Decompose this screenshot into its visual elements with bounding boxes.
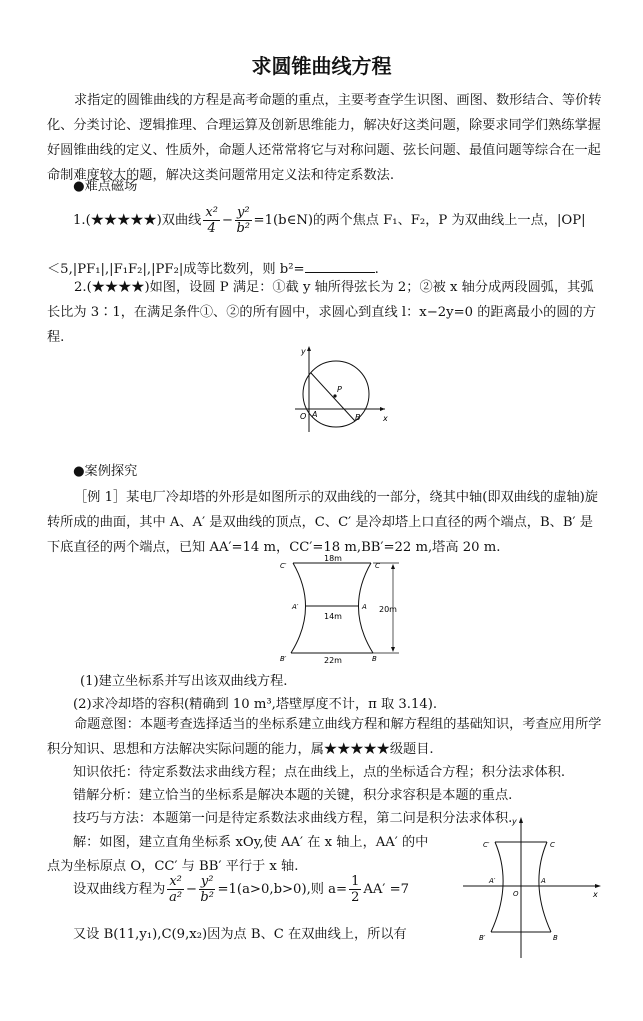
right-hyperbola-branch	[539, 842, 551, 932]
solution-3-prefix: 设双曲线方程为	[73, 882, 166, 897]
problem-1-suffix: =1(b∈N)的两个焦点 F₁、F₂，P 为双曲线上一点，|OP|	[253, 213, 586, 228]
method-line: 技巧与方法：本题第一问是待定系数法求曲线方程，第二问是积分法求体积.	[73, 811, 513, 826]
y-axis-arrow	[519, 817, 523, 823]
point-a-label: A	[362, 603, 367, 611]
example-1: ［例 1］某电厂冷却塔的外形是如图所示的双曲线的一部分，绕其中轴(即双曲线的虚轴)旋转所成的曲面，其中 A、A′ 是双曲线的顶点，C、C′ 是冷却塔上口直径的两个端点，B、B′ 是下底直径的两个端点，已知 AA′=14 m，CC′=18 m,BB′=22 m,塔高 20 m.	[47, 490, 598, 555]
fraction-denominator: a²	[169, 890, 183, 905]
solution-3-suffix: AA′ =7	[363, 882, 410, 897]
section-heading-difficulty: ●难点磁场	[73, 179, 138, 194]
problem-1-prefix: 1.(★★★★★)双曲线	[73, 213, 202, 228]
point-c-label: C	[550, 841, 555, 849]
problem-2: 2.(★★★★)如图，设圆 P 满足：①截 y 轴所得弦长为 2；②被 x 轴分成两段圆弧，其弧长比为 3∶1，在满足条件①、②的所有圆中，求圆心到直线 l：x−2y=0 的距离最小的圆的方程.	[47, 280, 596, 345]
fraction-y2-over-b2	[199, 874, 216, 905]
problem-1-line-1	[73, 205, 586, 236]
bottom-diameter-label: 22m	[324, 656, 342, 665]
height-arrow-down	[391, 647, 395, 652]
solution-line-1: 解：如图，建立直角坐标系 xOy,使 AA′ 在 x 轴上，AA′ 的中	[73, 835, 429, 850]
center-point	[333, 394, 336, 397]
point-b-label: B	[553, 934, 558, 942]
fraction-denominator: b²	[236, 221, 251, 236]
question-1: (1)建立坐标系并写出该双曲线方程.	[80, 674, 288, 689]
problem-1-line-2: ＜5,|PF₁|,|F₁F₂|,|PF₂|成等比数列，则 b²= .	[47, 262, 379, 277]
fraction-denominator: b²	[200, 890, 214, 905]
section-heading-cases: ●案例探究	[73, 464, 138, 479]
height-label: 20m	[379, 605, 397, 614]
fraction-numerator: x²	[169, 874, 182, 889]
x-axis-arrow	[595, 884, 601, 888]
intro-paragraph: 求指定的圆锥曲线的方程是高考命题的重点，主要考查学生识图、画图、数形结合、等价转化、分类讨论、逻辑推理、合理运算及创新思维能力，解决好这类问题，除要求同学们熟练掌握好圆锥曲线的定义、性质外，命题人还常常将它与对称问题、弦长问题、最值问题等综合在一起命制难度较大的题，解决这类问题常用定义法和待定系数法.	[47, 93, 602, 183]
point-a-label: A	[541, 877, 546, 885]
question-2: (2)求冷却塔的容积(精确到 10 m³,塔壁厚度不计，π 取 3.14).	[73, 697, 438, 712]
basis-line: 知识依托：待定系数法求曲线方程；点在曲线上，点的坐标适合方程；积分法求体积.	[73, 765, 566, 780]
x-label: x	[383, 414, 388, 423]
fraction-numerator: y²	[236, 205, 250, 220]
fraction-one-half	[349, 874, 361, 905]
left-hyperbola-branch	[491, 842, 503, 932]
figure-cooling-tower	[275, 553, 415, 665]
point-a-label: A	[312, 410, 318, 419]
y-axis-arrow	[307, 346, 311, 351]
fraction-x2-over-4	[203, 205, 220, 236]
point-a-prime-label: A′	[292, 603, 299, 611]
x-label: x	[593, 890, 598, 899]
solution-line-3	[73, 874, 409, 905]
minus-sign: −	[221, 213, 233, 228]
fraction-numerator: y²	[200, 874, 214, 889]
solution-line-2: 点为坐标原点 O，CC′ 与 BB′ 平行于 x 轴.	[47, 859, 299, 874]
point-p-label: P	[337, 385, 342, 394]
point-b-label: B	[355, 413, 361, 422]
x-axis-arrow	[380, 407, 385, 411]
diameter-line	[311, 373, 355, 421]
problem-1-line-2-text: ＜5,|PF₁|,|F₁F₂|,|PF₂|成等比数列，则 b²=	[47, 262, 305, 277]
fraction-y2-over-b2	[235, 205, 252, 236]
y-label: y	[301, 347, 306, 356]
error-analysis-line: 错解分析：建立恰当的坐标系是解决本题的关键，积分求容积是本题的重点.	[73, 788, 513, 803]
minus-sign: −	[185, 882, 197, 897]
intent-paragraph: 命题意图：本题考查选择适当的坐标系建立曲线方程和解方程组的基础知识，考查应用所学积分知识、思想和方法解决实际问题的能力，属★★★★★级题目.	[47, 717, 602, 757]
point-b-prime-label: B′	[479, 934, 486, 942]
fraction-numerator: 1	[351, 874, 360, 889]
figure-circle-diagram	[285, 342, 395, 434]
point-b-label: B	[372, 655, 377, 663]
point-c-prime-label: C′	[483, 841, 490, 849]
point-a-prime-label: A′	[489, 877, 496, 885]
fraction-denominator: 4	[207, 221, 216, 236]
page-title: 求圆锥曲线方程	[251, 54, 392, 78]
fraction-x2-over-a2	[167, 874, 184, 905]
solution-line-4: 又设 B(11,y₁),C(9,x₂)因为点 B、C 在双曲线上，所以有	[73, 927, 407, 942]
point-c-prime-label: C′	[280, 562, 287, 570]
fraction-denominator: 2	[351, 890, 360, 905]
point-b-prime-label: B′	[280, 655, 287, 663]
origin-label: O	[300, 412, 307, 421]
fraction-numerator: x²	[205, 205, 218, 220]
answer-blank	[305, 260, 375, 273]
y-label: y	[512, 817, 517, 826]
solution-3-mid: =1(a>0,b>0),则 a=	[217, 882, 348, 897]
figure-coordinate-hyperbola	[455, 812, 605, 962]
point-c-label: C	[375, 562, 380, 570]
middle-diameter-label: 14m	[324, 612, 342, 621]
top-diameter-label: 18m	[324, 554, 342, 563]
origin-label: O	[513, 890, 519, 898]
height-arrow-up	[391, 564, 395, 569]
